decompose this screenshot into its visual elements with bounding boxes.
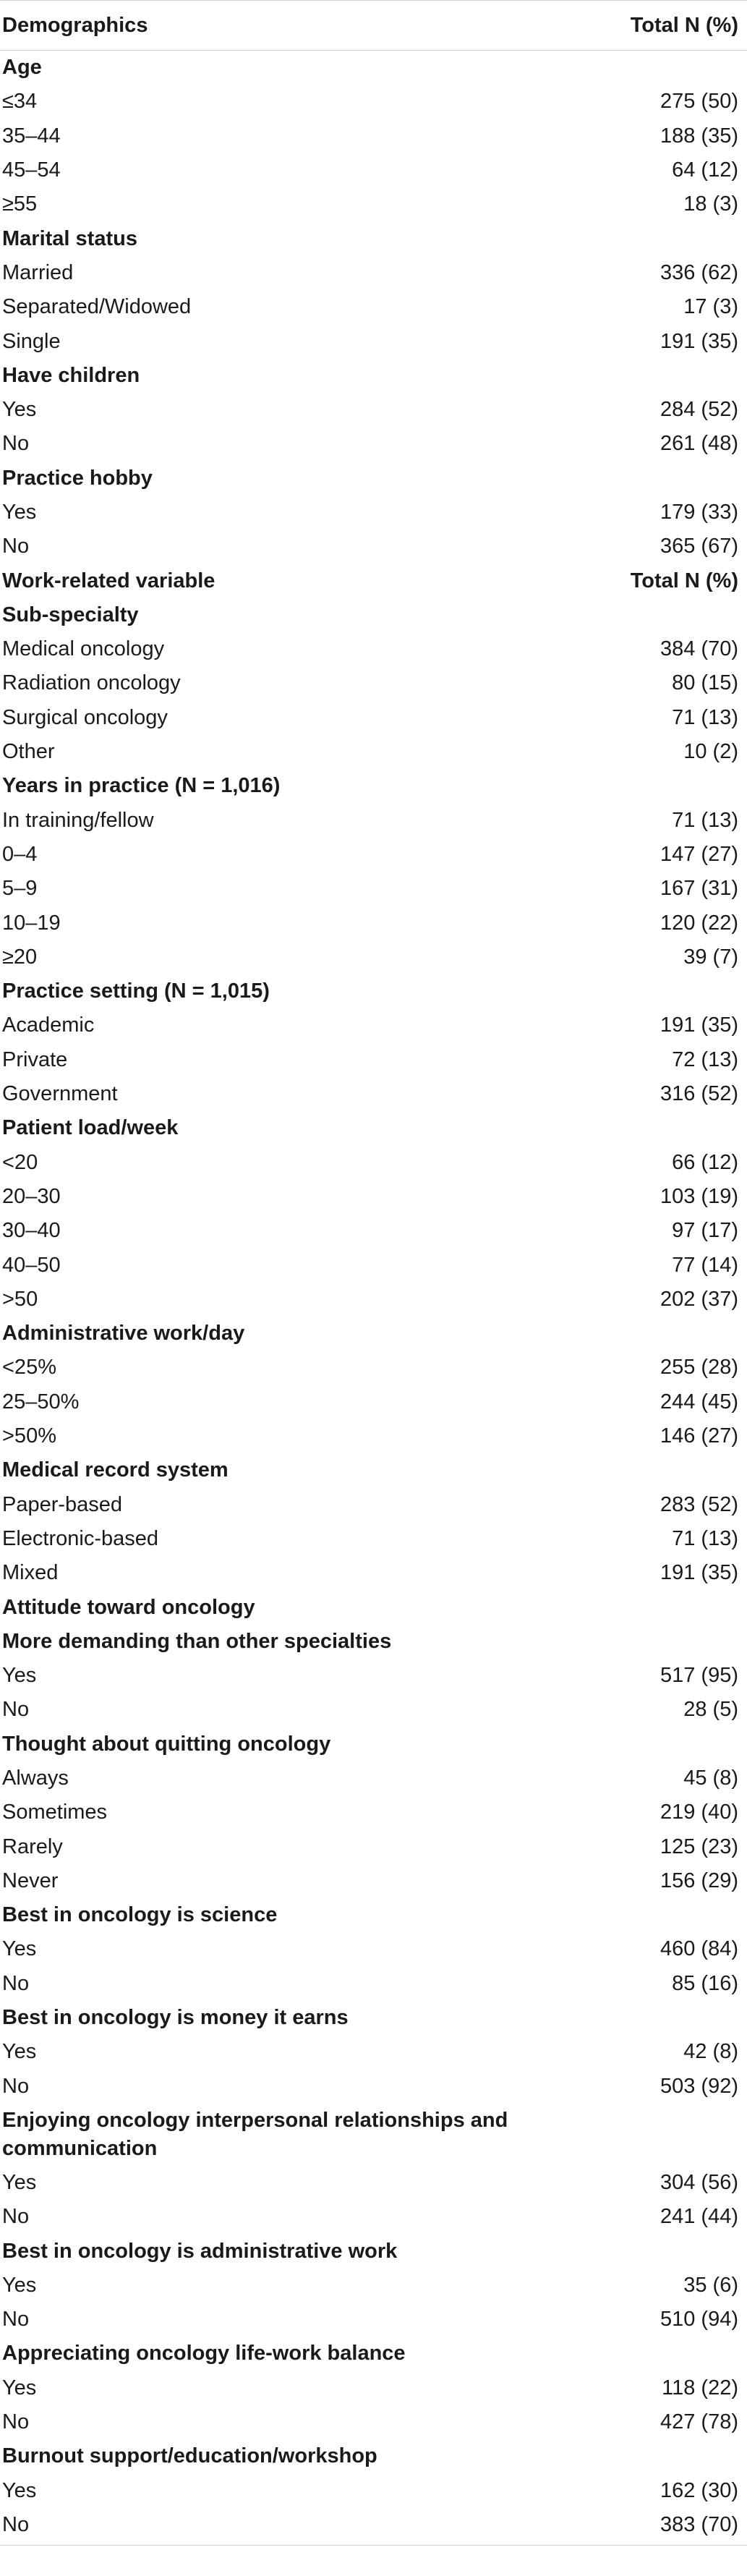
row-label: Yes (2, 2040, 37, 2064)
row-label: Best in oncology is administrative work (2, 2239, 398, 2263)
row-label: Academic (2, 1013, 95, 1037)
row-label: >50% (2, 1424, 56, 1448)
section-heading-row (0, 2104, 747, 2166)
table-row (0, 1077, 747, 1111)
row-value: 188 (35) (660, 124, 738, 148)
row-label: 0–4 (2, 842, 38, 866)
row-label: No (2, 2074, 30, 2098)
row-value: 316 (52) (660, 1082, 738, 1106)
row-label: Patient load/week (2, 1116, 179, 1140)
row-value: 460 (84) (660, 1937, 738, 1961)
row-label: >50 (2, 1287, 38, 1311)
row-value: 66 (12) (672, 1150, 738, 1174)
row-value: 35 (6) (683, 2273, 738, 2297)
section-heading-row (0, 2337, 747, 2371)
table-row (0, 1659, 747, 1693)
row-label: Yes (2, 2273, 37, 2297)
row-label: No (2, 1971, 30, 1995)
row-label: Medical record system (2, 1458, 229, 1482)
row-label: Married (2, 260, 74, 284)
row-value: 103 (19) (660, 1184, 738, 1208)
table-row (0, 701, 747, 735)
table-row (0, 632, 747, 666)
row-label: Practice hobby (2, 466, 153, 490)
table-row (0, 2166, 747, 2200)
row-value: 304 (56) (660, 2170, 738, 2194)
row-label: Best in oncology is money it earns (2, 2006, 349, 2030)
row-label: Have children (2, 363, 140, 387)
table-row (0, 1932, 747, 1966)
row-label: Rarely (2, 1835, 63, 1858)
row-label: No (2, 2308, 30, 2331)
row-label: 25–50% (2, 1390, 80, 1414)
row-value: 255 (28) (660, 1356, 738, 1380)
section-heading-row (0, 221, 747, 255)
row-label: Marital status (2, 226, 137, 250)
row-value: 28 (5) (683, 1698, 738, 1722)
table-row (0, 1967, 747, 2001)
table-row (0, 2200, 747, 2234)
row-value: 120 (22) (660, 911, 738, 935)
row-value: 336 (62) (660, 260, 738, 284)
row-label: Radiation oncology (2, 671, 181, 695)
table-row (0, 1761, 747, 1795)
row-label: Single (2, 329, 61, 353)
table-row (0, 1146, 747, 1180)
row-label: Enjoying oncology interpersonal relationships and communication (2, 2108, 508, 2160)
table-row (0, 2473, 747, 2507)
row-value: 191 (35) (660, 1561, 738, 1585)
row-value: 45 (8) (683, 1766, 738, 1790)
row-label: No (2, 2410, 30, 2434)
row-value: 383 (70) (660, 2512, 738, 2536)
row-label: Best in oncology is science (2, 1903, 278, 1927)
table-row (0, 1419, 747, 1453)
row-label: <25% (2, 1356, 56, 1380)
table-row (0, 804, 747, 838)
row-value: 71 (13) (672, 705, 738, 729)
table-row (0, 1043, 747, 1077)
row-value: 118 (22) (662, 2376, 738, 2399)
table-row (0, 1487, 747, 1521)
row-label: 20–30 (2, 1184, 61, 1208)
row-value: 503 (92) (660, 2074, 738, 2098)
row-label: Burnout support/education/workshop (2, 2444, 377, 2468)
row-label: Administrative work/day (2, 1322, 245, 1346)
table-row (0, 1385, 747, 1419)
row-value: Total N (%) (630, 13, 738, 37)
table-row (0, 838, 747, 872)
section-heading-row (0, 974, 747, 1008)
section-heading-row (0, 1625, 747, 1659)
section-heading-row (0, 2001, 747, 2035)
row-label: Practice setting (N = 1,015) (2, 979, 270, 1003)
row-value: 156 (29) (660, 1869, 738, 1892)
row-label: Appreciating oncology life-work balance (2, 2342, 406, 2365)
row-label: No (2, 432, 30, 456)
row-label: Mixed (2, 1561, 59, 1585)
table-row (0, 187, 747, 221)
table-row (0, 119, 747, 153)
section-heading-row (0, 769, 747, 803)
table-row (0, 496, 747, 530)
row-value: 427 (78) (660, 2410, 738, 2434)
section-heading-row (0, 1453, 747, 1487)
table-row (0, 2508, 747, 2542)
row-value: 283 (52) (660, 1492, 738, 1516)
table-row (0, 85, 747, 119)
row-label: ≥20 (2, 945, 38, 969)
row-label: 35–44 (2, 124, 61, 148)
row-label: ≤34 (2, 90, 38, 114)
row-label: Yes (2, 2170, 37, 2194)
row-label: Years in practice (N = 1,016) (2, 774, 281, 798)
table-row (0, 666, 747, 700)
table-row (0, 256, 747, 290)
row-label: No (2, 535, 30, 558)
row-label: Electronic-based (2, 1526, 158, 1550)
row-value: 42 (8) (683, 2040, 738, 2064)
row-value: 241 (44) (660, 2205, 738, 2229)
table-row (0, 2035, 747, 2069)
row-value: 71 (13) (672, 808, 738, 832)
table-row (0, 1829, 747, 1863)
table-row (0, 1214, 747, 1248)
row-label: Sometimes (2, 1801, 108, 1824)
table-row (0, 1795, 747, 1829)
row-label: Separated/Widowed (2, 295, 192, 319)
row-value: 275 (50) (660, 90, 738, 114)
section-heading-row (0, 1590, 747, 1624)
row-label: 5–9 (2, 877, 38, 901)
row-label: More demanding than other specialties (2, 1629, 392, 1653)
row-label: Attitude toward oncology (2, 1595, 255, 1619)
table-bottom-rule (0, 2542, 747, 2546)
table-row (0, 940, 747, 974)
row-label: Always (2, 1766, 69, 1790)
table-row (0, 872, 747, 906)
row-value: 71 (13) (672, 1526, 738, 1550)
table-row (0, 1351, 747, 1385)
row-label: Other (2, 740, 55, 764)
table-row (0, 2303, 747, 2337)
table-row (0, 427, 747, 461)
row-label: No (2, 2205, 30, 2229)
row-value: 77 (14) (672, 1253, 738, 1277)
table-row (0, 2070, 747, 2104)
row-label: Private (2, 1047, 68, 1071)
section-heading-row (0, 462, 747, 496)
row-label: Paper-based (2, 1492, 123, 1516)
table-row (0, 1522, 747, 1556)
row-value: 510 (94) (660, 2308, 738, 2331)
row-label: Yes (2, 1937, 37, 1961)
table-row (0, 906, 747, 940)
table-row (0, 530, 747, 564)
table-row (0, 2269, 747, 2303)
table-subheader-row (0, 564, 747, 598)
table-row (0, 1556, 747, 1590)
row-label: Sub-specialty (2, 603, 139, 626)
section-heading-row (0, 51, 747, 85)
section-heading-row (0, 1727, 747, 1761)
row-label: Yes (2, 2478, 37, 2502)
row-label: Work-related variable (2, 569, 215, 592)
section-heading-row (0, 598, 747, 632)
table-row (0, 2371, 747, 2405)
row-label: Medical oncology (2, 637, 165, 661)
table-row (0, 324, 747, 358)
row-value: 219 (40) (660, 1801, 738, 1824)
row-label: <20 (2, 1150, 38, 1174)
row-label: Government (2, 1082, 118, 1106)
row-label: 40–50 (2, 1253, 61, 1277)
table-row (0, 1283, 747, 1317)
row-value: 365 (67) (660, 535, 738, 558)
row-value: 167 (31) (660, 877, 738, 901)
table-row (0, 1248, 747, 1282)
row-value: 284 (52) (660, 398, 738, 422)
section-heading-row (0, 359, 747, 393)
row-label: Yes (2, 2376, 37, 2399)
row-label: Age (2, 56, 42, 80)
row-value: 97 (17) (672, 1219, 738, 1243)
row-label: In training/fellow (2, 808, 154, 832)
row-label: Demographics (2, 13, 148, 37)
row-value: 80 (15) (672, 671, 738, 695)
row-value: 179 (33) (660, 501, 738, 524)
table-row (0, 290, 747, 324)
row-value: 18 (3) (683, 192, 738, 216)
row-value: 191 (35) (660, 329, 738, 353)
row-value: 244 (45) (660, 1390, 738, 1414)
section-heading-row (0, 1111, 747, 1145)
table-row (0, 1864, 747, 1898)
table-header-row (0, 0, 747, 51)
table-row (0, 1180, 747, 1214)
row-value: 162 (30) (660, 2478, 738, 2502)
row-value: 39 (7) (683, 945, 738, 969)
row-value: 125 (23) (660, 1835, 738, 1858)
section-heading-row (0, 1317, 747, 1351)
row-label: 30–40 (2, 1219, 61, 1243)
row-value: 517 (95) (660, 1664, 738, 1688)
row-value: 191 (35) (660, 1013, 738, 1037)
row-label: Surgical oncology (2, 705, 168, 729)
row-label: Yes (2, 501, 37, 524)
row-label: ≥55 (2, 192, 38, 216)
table-row (0, 393, 747, 427)
table-row (0, 735, 747, 769)
row-value: 17 (3) (683, 295, 738, 319)
row-value: 384 (70) (660, 637, 738, 661)
row-label: 45–54 (2, 158, 61, 182)
table-row (0, 153, 747, 187)
row-label: Thought about quitting oncology (2, 1732, 331, 1756)
row-label: No (2, 2512, 30, 2536)
table-row (0, 1008, 747, 1042)
row-label: Yes (2, 398, 37, 422)
table-row (0, 2405, 747, 2439)
row-value: 10 (2) (683, 740, 738, 764)
row-value: 72 (13) (672, 1047, 738, 1071)
row-label: Yes (2, 1664, 37, 1688)
row-value: 202 (37) (660, 1287, 738, 1311)
section-heading-row (0, 2234, 747, 2268)
row-value: Total N (%) (630, 569, 738, 592)
row-value: 64 (12) (672, 158, 738, 182)
row-value: 146 (27) (660, 1424, 738, 1448)
section-heading-row (0, 1898, 747, 1932)
section-heading-row (0, 2439, 747, 2473)
row-label: 10–19 (2, 911, 61, 935)
row-label: Never (2, 1869, 59, 1892)
row-label: No (2, 1698, 30, 1722)
table-row (0, 1693, 747, 1727)
row-value: 85 (16) (672, 1971, 738, 1995)
row-value: 261 (48) (660, 432, 738, 456)
row-value: 147 (27) (660, 842, 738, 866)
